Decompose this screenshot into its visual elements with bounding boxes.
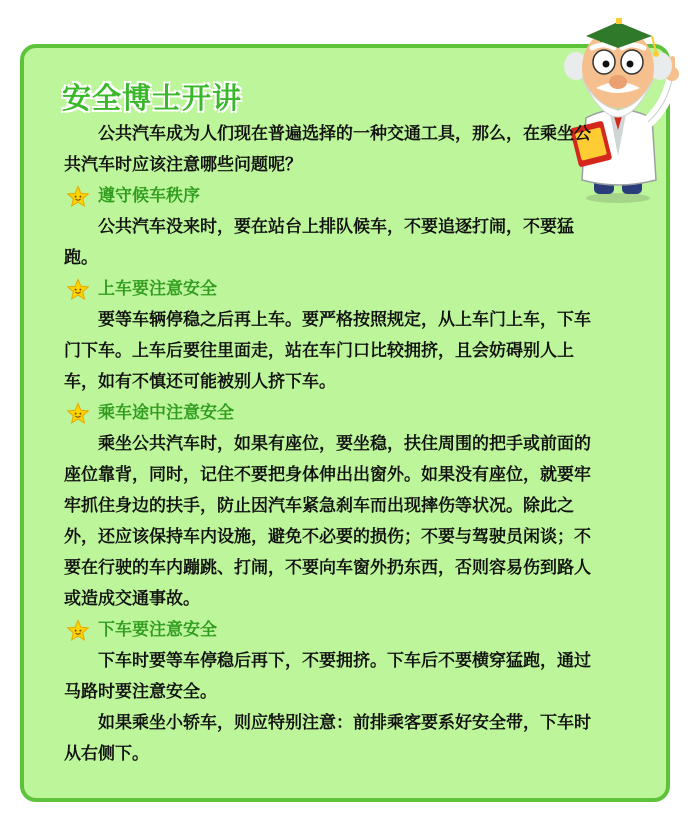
section-paragraph: 下车时要等车停稳后再下，不要拥挤。下车后不要横穿猛跑，通过马路时要注意安全。 <box>64 651 591 702</box>
section-title: 上车要注意安全 <box>98 279 217 299</box>
star-icon <box>66 185 90 209</box>
section-title: 下车要注意安全 <box>98 620 217 640</box>
section-paragraph: 公共汽车没来时，要在站台上排队候车，不要追逐打闹，不要猛跑。 <box>64 217 574 268</box>
section-heading-4 <box>64 615 602 646</box>
star-icon <box>66 619 90 643</box>
section-heading-2 <box>64 274 602 305</box>
star-icon <box>66 402 90 426</box>
section-heading-3 <box>64 398 602 429</box>
article-body <box>64 119 602 770</box>
star-icon <box>66 278 90 302</box>
section-heading-1 <box>64 181 602 212</box>
section-title: 遵守候车秩序 <box>98 186 200 206</box>
section-paragraph: 如果乘坐小轿车，则应特别注意：前排乘客要系好安全带，下车时从右侧下。 <box>64 713 591 764</box>
section-title: 乘车途中注意安全 <box>98 403 234 423</box>
section-paragraph: 乘坐公共汽车时，如果有座位，要坐稳，扶住周围的把手或前面的座位靠背，同时，记住不要把身体伸出出窗外。如果没有座位，就要牢牢抓住身边的扶手，防止因汽车紧急刹车而出现摔伤等状况。除此之外，还应该保持车内设施，避免不必要的损伤；不要与驾驶员闲谈；不要在行驶的车内蹦跳、打闹，不要向车窗外扔东西，否则容易伤到路人或造成交通事故。 <box>64 434 591 609</box>
section-paragraph: 要等车辆停稳之后再上车。要严格按照规定，从上车门上车，下车门下车。上车后要往里面走，站在车门口比较拥挤，且会妨碍别人上车，如有不慎还可能被别人挤下车。 <box>64 310 591 392</box>
intro-paragraph: 公共汽车成为人们现在普遍选择的一种交通工具，那么，在乘坐公共汽车时应该注意哪些问题呢？ <box>64 124 591 175</box>
page-title: 安全博士开讲 <box>62 81 243 115</box>
